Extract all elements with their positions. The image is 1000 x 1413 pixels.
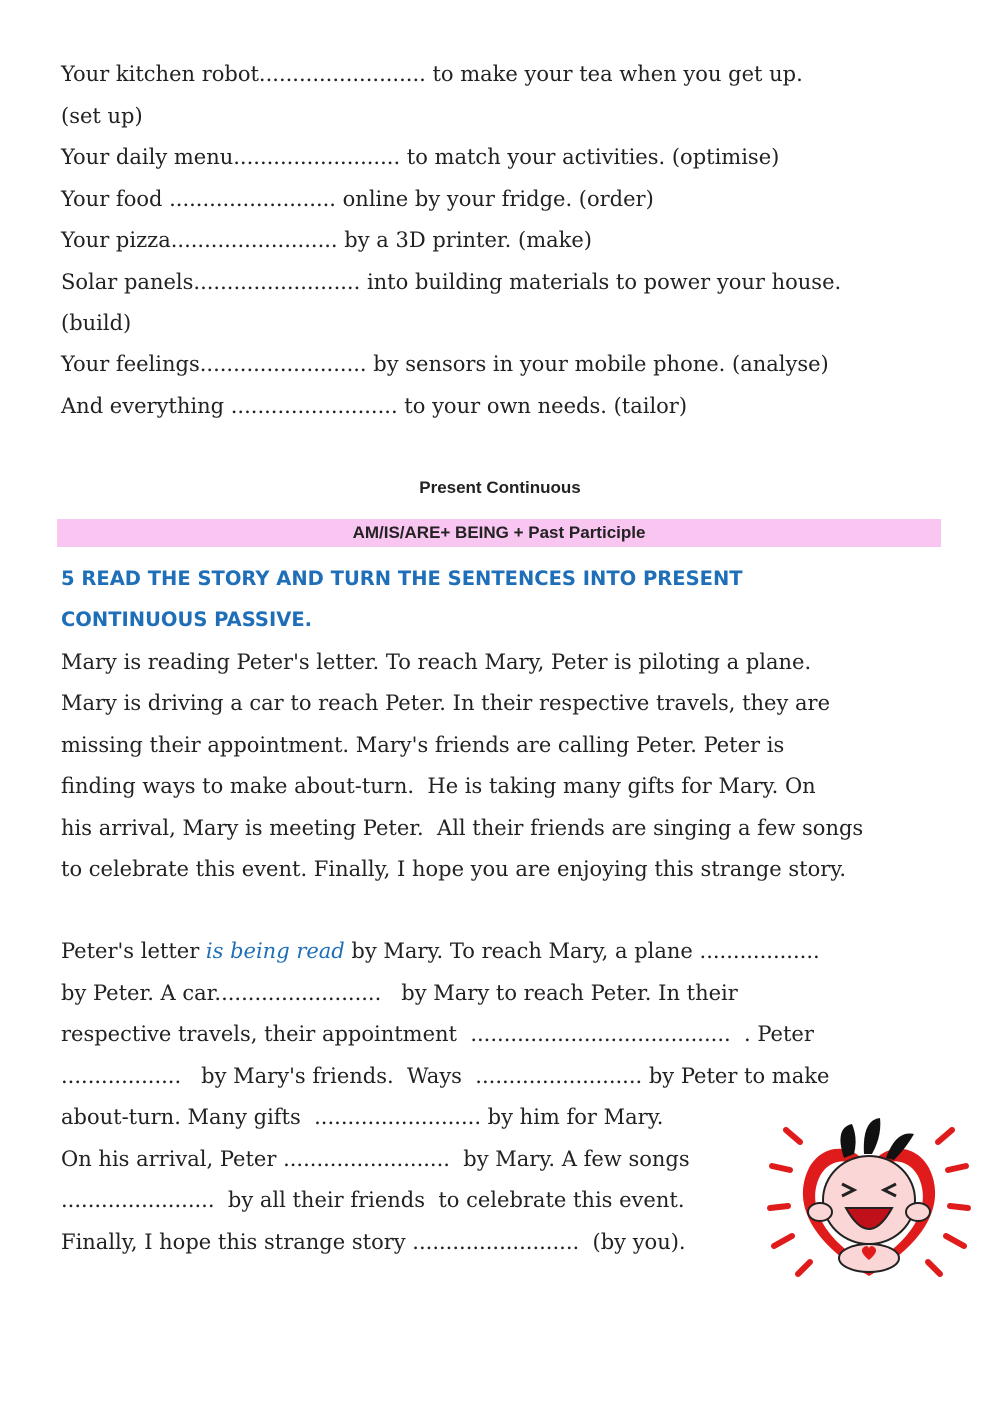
exercise4-line: Your daily menu......................... to match your activities. (optimise) — [61, 145, 780, 169]
exercise4-line: (build) — [61, 311, 132, 335]
grammar-formula: AM/IS/ARE+ BEING + Past Participle — [352, 523, 646, 542]
answer-first-end: by Mary. To reach Mary, a plane .................. — [344, 939, 820, 963]
answer-line — [61, 937, 820, 965]
answer-line: about-turn. Many gifts ......................... by him for Mary. — [61, 1105, 664, 1129]
exercise5-instruction-line2: CONTINUOUS PASSIVE. — [61, 608, 313, 631]
laughing-cartoon-icon — [764, 1108, 974, 1288]
exercise4-line: Solar panels......................... into building materials to power your house. — [61, 270, 842, 294]
story-line: to celebrate this event. Finally, I hope you are enjoying this strange story. — [61, 857, 846, 881]
story-line: Mary is reading Peter's letter. To reach Mary, Peter is piloting a plane. — [61, 650, 812, 674]
exercise5-instruction-line1: 5 READ THE STORY AND TURN THE SENTENCES INTO PRESENT — [61, 567, 743, 590]
grammar-formula-band — [57, 519, 941, 547]
exercise4-line: And everything ......................... to your own needs. (tailor) — [61, 394, 688, 418]
answer-line: .................. by Mary's friends. Ways ......................... by Peter to make — [61, 1064, 830, 1088]
exercise4-line: Your feelings......................... by sensors in your mobile phone. (analyse) — [61, 352, 829, 376]
story-line: finding ways to make about-turn. He is taking many gifts for Mary. On — [61, 774, 816, 798]
answer-line: On his arrival, Peter ......................... by Mary. A few songs — [61, 1147, 690, 1171]
answer-line: by Peter. A car......................... by Mary to reach Peter. In their — [61, 981, 738, 1005]
exercise4-line: Your kitchen robot......................... to make your tea when you get up. — [61, 62, 803, 86]
answer-example: is being read — [205, 939, 345, 963]
answer-line: Finally, I hope this strange story ......................... (by you). — [61, 1230, 686, 1254]
exercise4-line: Your pizza......................... by a 3D printer. (make) — [61, 228, 592, 252]
exercise4-line: (set up) — [61, 104, 143, 128]
exercise4-line: Your food ......................... online by your fridge. (order) — [61, 187, 654, 211]
answer-line: respective travels, their appointment ....................................... . Peter — [61, 1022, 814, 1046]
answer-line: ....................... by all their friends to celebrate this event. — [61, 1188, 685, 1212]
answer-first-start: Peter's letter — [61, 939, 206, 963]
story-line: his arrival, Mary is meeting Peter. All their friends are singing a few songs — [61, 816, 864, 840]
story-line: Mary is driving a car to reach Peter. In their respective travels, they are — [61, 691, 831, 715]
story-line: missing their appointment. Mary's friends are calling Peter. Peter is — [61, 733, 785, 757]
grammar-title: Present Continuous — [419, 478, 581, 497]
